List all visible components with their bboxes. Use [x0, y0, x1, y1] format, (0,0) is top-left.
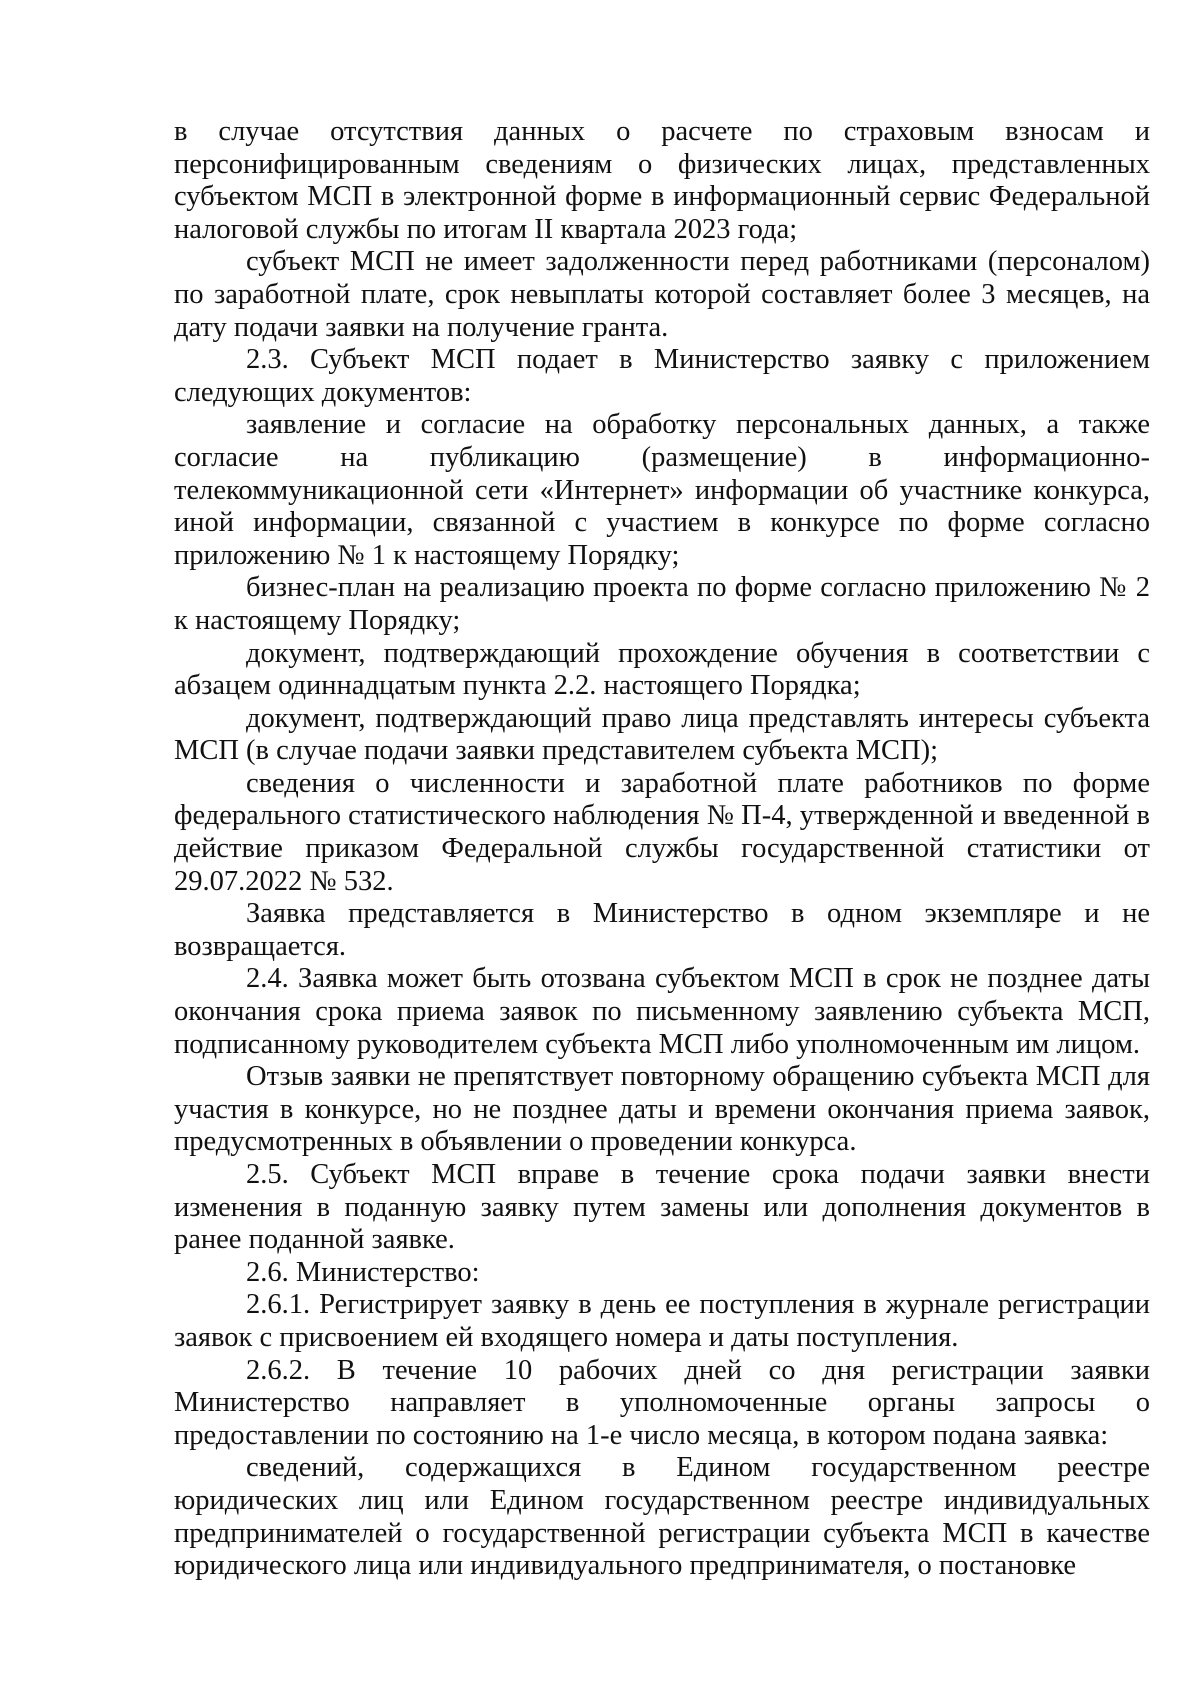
paragraph-2-4: 2.4. Заявка может быть отозвана субъектом МСП в срок не позднее даты окончания срока приема заявок по письменному заявлению субъекта МСП, подписанному руководителем субъекта МСП либо уполномоченным им лицом. [174, 963, 1150, 1060]
paragraph-2-6-2: 2.6.2. В течение 10 рабочих дней со дня регистрации заявки Министерство направляет в уполномоченные органы запросы о предоставлении по состоянию на 1-е число месяца, в котором подана заявка: [174, 1354, 1150, 1451]
paragraph-2-6: 2.6. Министерство: [246, 1256, 480, 1288]
paragraph-2-6-1: 2.6.1. Регистрирует заявку в день ее поступления в журнале регистрации заявок с присвоением ей входящего номера и даты поступления. [174, 1289, 1150, 1353]
paragraph-application-consent: заявление и согласие на обработку персональных данных, а также согласие на публикацию (размещение) в информационно-телекоммуникационной сети «Интернет» информации об участнике конкурса, иной информации, связанной с участием в конкурсе по форме согласно приложению № 1 к настоящему Порядку; [174, 409, 1150, 571]
document-body [174, 116, 1150, 1583]
paragraph-business-plan: бизнес-план на реализацию проекта по форме согласно приложению № 2 к настоящему Порядку; [174, 572, 1150, 636]
paragraph-single-copy: Заявка представляется в Министерство в одном экземпляре и не возвращается. [174, 898, 1150, 962]
paragraph-registry-info: сведений, содержащихся в Едином государственном реестре юридических лиц или Едином государственном реестре индивидуальных предпринимателей о государственной регистрации субъекта МСП в качестве юридического лица или индивидуального предпринимателя, о постановке [174, 1452, 1150, 1582]
paragraph-authority-document: документ, подтверждающий право лица представлять интересы субъекта МСП (в случае подачи заявки представителем субъекта МСП); [174, 702, 1150, 767]
paragraph-withdrawal: Отзыв заявки не препятствует повторному обращению субъекта МСП для участия в конкурсе, но не позднее даты и времени окончания приема заявок, предусмотренных в объявлении о проведении конкурса. [174, 1061, 1150, 1158]
paragraph-continuation: в случае отсутствия данных о расчете по страховым взносам и персонифицированным сведениям о физических лицах, представленных субъектом МСП в электронной форме в информационный сервис Федеральной налоговой службы по итогам II квартала 2023 года; [174, 116, 1150, 245]
paragraph-staff-statistics: сведения о численности и заработной плате работников по форме федерального статистического наблюдения № П-4, утвержденной и введенной в действие приказом Федеральной службы государственной статистики от 29.07.2022 № 532. [174, 767, 1150, 897]
paragraph-2-3: 2.3. Субъект МСП подает в Министерство заявку с приложением следующих документов: [174, 344, 1150, 408]
paragraph-no-debt-condition: субъект МСП не имеет задолженности перед работниками (персоналом) по заработной плате, срок невыплаты которой составляет более 3 месяцев, на дату подачи заявки на получение гранта. [174, 246, 1150, 343]
paragraph-2-5: 2.5. Субъект МСП вправе в течение срока подачи заявки внести изменения в поданную заявку путем замены или дополнения документов в ранее поданной заявке. [174, 1159, 1150, 1256]
paragraph-training-document: документ, подтверждающий прохождение обучения в соответствии с абзацем одиннадцатым пункта 2.2. настоящего Порядка; [174, 637, 1150, 702]
